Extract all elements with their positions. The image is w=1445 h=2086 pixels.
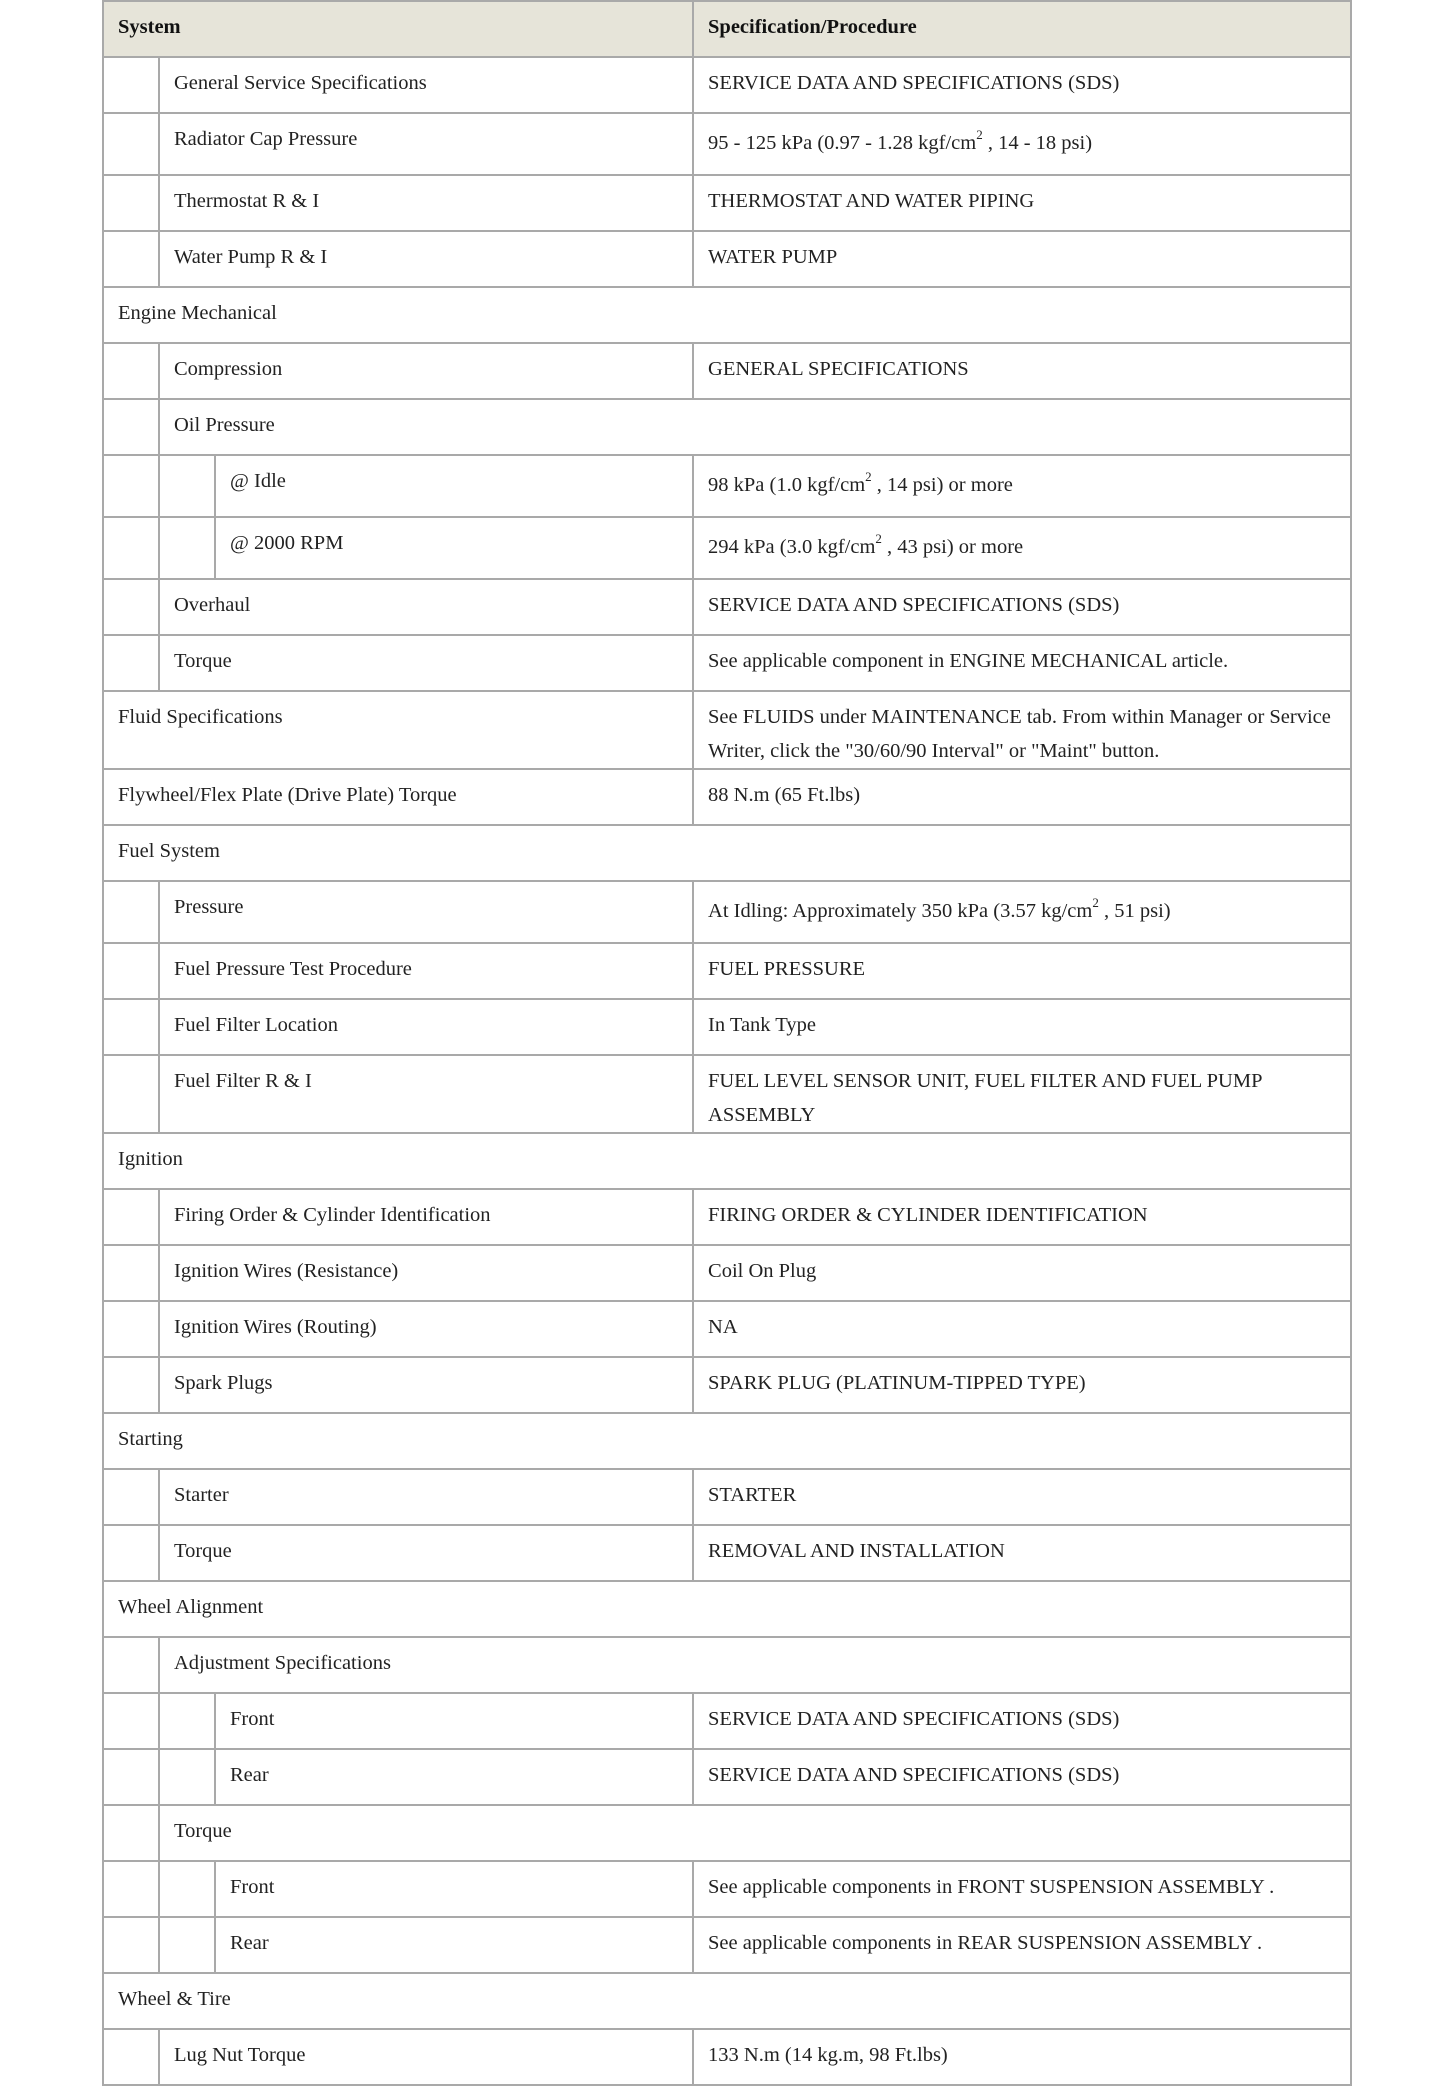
table-row <box>103 1133 1351 1189</box>
system-cell: Water Pump R & I <box>159 231 693 287</box>
system-cell: Torque <box>159 635 693 691</box>
specification-cell: 133 N.m (14 kg.m, 98 Ft.lbs) <box>693 2029 1351 2085</box>
specification-cell <box>693 881 1351 943</box>
specification-text: 294 kPa (3.0 kgf/cm <box>708 536 876 558</box>
specification-cell: REMOVAL AND INSTALLATION <box>693 1525 1351 1581</box>
indent-cell <box>103 1917 159 1973</box>
header-system: System <box>103 1 693 57</box>
table-row <box>103 287 1351 343</box>
indent-cell <box>103 1469 159 1525</box>
table-row <box>103 1245 1351 1301</box>
specification-cell: See applicable component in ENGINE MECHANICAL article. <box>693 635 1351 691</box>
table-row <box>103 1301 1351 1357</box>
indent-cell <box>103 57 159 113</box>
system-cell: Wheel & Tire <box>103 1973 1351 2029</box>
indent-cell <box>103 1861 159 1917</box>
indent-cell <box>103 343 159 399</box>
table-row <box>103 1469 1351 1525</box>
indent-cell <box>103 1245 159 1301</box>
system-cell: Torque <box>159 1805 1351 1861</box>
system-cell: Spark Plugs <box>159 1357 693 1413</box>
indent-cell <box>103 1637 159 1693</box>
specification-cell <box>693 455 1351 517</box>
specification-cell: FUEL LEVEL SENSOR UNIT, FUEL FILTER AND FUEL PUMP ASSEMBLY <box>693 1055 1351 1133</box>
system-cell: Rear <box>215 1917 693 1973</box>
table-row <box>103 231 1351 287</box>
specification-cell: SERVICE DATA AND SPECIFICATIONS (SDS) <box>693 57 1351 113</box>
table-row <box>103 1357 1351 1413</box>
table-row <box>103 691 1351 769</box>
superscript: 2 <box>875 531 882 547</box>
specification-text-end: , 43 psi) or more <box>881 536 1024 558</box>
specification-text: At Idling: Approximately 350 kPa (3.57 kg/cm <box>708 900 1093 922</box>
system-cell: Ignition Wires (Routing) <box>159 1301 693 1357</box>
indent-cell <box>103 1189 159 1245</box>
indent-cell <box>103 231 159 287</box>
table-row <box>103 455 1351 517</box>
indent-cell <box>159 455 215 517</box>
specification-cell <box>693 113 1351 175</box>
specification-text: 95 - 125 kPa (0.97 - 1.28 kgf/cm <box>708 132 977 154</box>
table-row <box>103 1693 1351 1749</box>
table-row <box>103 999 1351 1055</box>
superscript: 2 <box>1092 895 1099 911</box>
specification-cell: GENERAL SPECIFICATIONS <box>693 343 1351 399</box>
specification-cell: 88 N.m (65 Ft.lbs) <box>693 769 1351 825</box>
specification-cell: SERVICE DATA AND SPECIFICATIONS (SDS) <box>693 1693 1351 1749</box>
table-row <box>103 1637 1351 1693</box>
table-row <box>103 1805 1351 1861</box>
specification-cell: Coil On Plug <box>693 1245 1351 1301</box>
indent-cell <box>103 399 159 455</box>
indent-cell <box>103 1357 159 1413</box>
superscript: 2 <box>976 127 983 143</box>
table-row <box>103 881 1351 943</box>
indent-cell <box>103 999 159 1055</box>
system-cell: Torque <box>159 1525 693 1581</box>
indent-cell <box>103 517 159 579</box>
table-row <box>103 399 1351 455</box>
system-cell: Wheel Alignment <box>103 1581 1351 1637</box>
system-cell: Overhaul <box>159 579 693 635</box>
specification-cell: See applicable components in FRONT SUSPENSION ASSEMBLY . <box>693 1861 1351 1917</box>
indent-cell <box>103 881 159 943</box>
table-row <box>103 635 1351 691</box>
system-cell: Engine Mechanical <box>103 287 1351 343</box>
system-cell: Fluid Specifications <box>103 691 693 769</box>
indent-cell <box>159 1749 215 1805</box>
system-cell: Pressure <box>159 881 693 943</box>
system-cell: Adjustment Specifications <box>159 1637 1351 1693</box>
system-cell: Ignition Wires (Resistance) <box>159 1245 693 1301</box>
specification-cell: SERVICE DATA AND SPECIFICATIONS (SDS) <box>693 1749 1351 1805</box>
system-cell: General Service Specifications <box>159 57 693 113</box>
indent-cell <box>103 943 159 999</box>
indent-cell <box>103 113 159 175</box>
specification-cell: See FLUIDS under MAINTENANCE tab. From within Manager or Service Writer, click the "30/60/90 Interval" or "Maint" button. <box>693 691 1351 769</box>
specification-cell <box>693 517 1351 579</box>
superscript: 2 <box>865 469 872 485</box>
table-body <box>103 57 1351 2085</box>
indent-cell <box>103 455 159 517</box>
indent-cell <box>103 1055 159 1133</box>
table-row <box>103 343 1351 399</box>
table-row <box>103 1973 1351 2029</box>
specification-text-end: , 14 - 18 psi) <box>982 132 1093 154</box>
specification-cell: WATER PUMP <box>693 231 1351 287</box>
specification-cell: SPARK PLUG (PLATINUM-TIPPED TYPE) <box>693 1357 1351 1413</box>
specification-cell: NA <box>693 1301 1351 1357</box>
specification-cell: THERMOSTAT AND WATER PIPING <box>693 175 1351 231</box>
specification-text-end: , 14 psi) or more <box>871 474 1013 496</box>
indent-cell <box>159 517 215 579</box>
specification-cell: In Tank Type <box>693 999 1351 1055</box>
system-cell: Fuel System <box>103 825 1351 881</box>
indent-cell <box>103 635 159 691</box>
table-row <box>103 1413 1351 1469</box>
system-cell: Ignition <box>103 1133 1351 1189</box>
system-cell: Flywheel/Flex Plate (Drive Plate) Torque <box>103 769 693 825</box>
specifications-table <box>102 0 1352 2086</box>
indent-cell <box>103 2029 159 2085</box>
system-cell: Oil Pressure <box>159 399 1351 455</box>
system-cell: Radiator Cap Pressure <box>159 113 693 175</box>
table-row <box>103 517 1351 579</box>
table-row <box>103 825 1351 881</box>
indent-cell <box>103 175 159 231</box>
system-cell: Rear <box>215 1749 693 1805</box>
specification-cell: See applicable components in REAR SUSPENSION ASSEMBLY . <box>693 1917 1351 1973</box>
specification-cell: FUEL PRESSURE <box>693 943 1351 999</box>
indent-cell <box>103 1693 159 1749</box>
system-cell: Front <box>215 1693 693 1749</box>
indent-cell <box>103 1525 159 1581</box>
table-row <box>103 1917 1351 1973</box>
indent-cell <box>103 1805 159 1861</box>
indent-cell <box>159 1693 215 1749</box>
system-cell: Starter <box>159 1469 693 1525</box>
system-cell: Front <box>215 1861 693 1917</box>
table-row <box>103 175 1351 231</box>
table-row <box>103 769 1351 825</box>
specification-text-end: , 51 psi) <box>1098 900 1171 922</box>
system-cell: Fuel Pressure Test Procedure <box>159 943 693 999</box>
system-cell: @ 2000 RPM <box>215 517 693 579</box>
indent-cell <box>103 1301 159 1357</box>
system-cell: Fuel Filter R & I <box>159 1055 693 1133</box>
specification-text: 98 kPa (1.0 kgf/cm <box>708 474 866 496</box>
specification-cell: STARTER <box>693 1469 1351 1525</box>
system-cell: Thermostat R & I <box>159 175 693 231</box>
system-cell: Firing Order & Cylinder Identification <box>159 1189 693 1245</box>
indent-cell <box>103 1749 159 1805</box>
table-row <box>103 1525 1351 1581</box>
table-row <box>103 579 1351 635</box>
table-row <box>103 943 1351 999</box>
indent-cell <box>103 579 159 635</box>
system-cell: @ Idle <box>215 455 693 517</box>
system-cell: Compression <box>159 343 693 399</box>
specification-cell: SERVICE DATA AND SPECIFICATIONS (SDS) <box>693 579 1351 635</box>
indent-cell <box>159 1917 215 1973</box>
table-row <box>103 2029 1351 2085</box>
table-header-row <box>103 1 1351 57</box>
table-row <box>103 57 1351 113</box>
table-row <box>103 1581 1351 1637</box>
table-row <box>103 1861 1351 1917</box>
indent-cell <box>159 1861 215 1917</box>
specification-cell: FIRING ORDER & CYLINDER IDENTIFICATION <box>693 1189 1351 1245</box>
table-row <box>103 1749 1351 1805</box>
system-cell: Lug Nut Torque <box>159 2029 693 2085</box>
table-row <box>103 1189 1351 1245</box>
table-row <box>103 113 1351 175</box>
system-cell: Fuel Filter Location <box>159 999 693 1055</box>
system-cell: Starting <box>103 1413 1351 1469</box>
table-row <box>103 1055 1351 1133</box>
header-specification: Specification/Procedure <box>693 1 1351 57</box>
